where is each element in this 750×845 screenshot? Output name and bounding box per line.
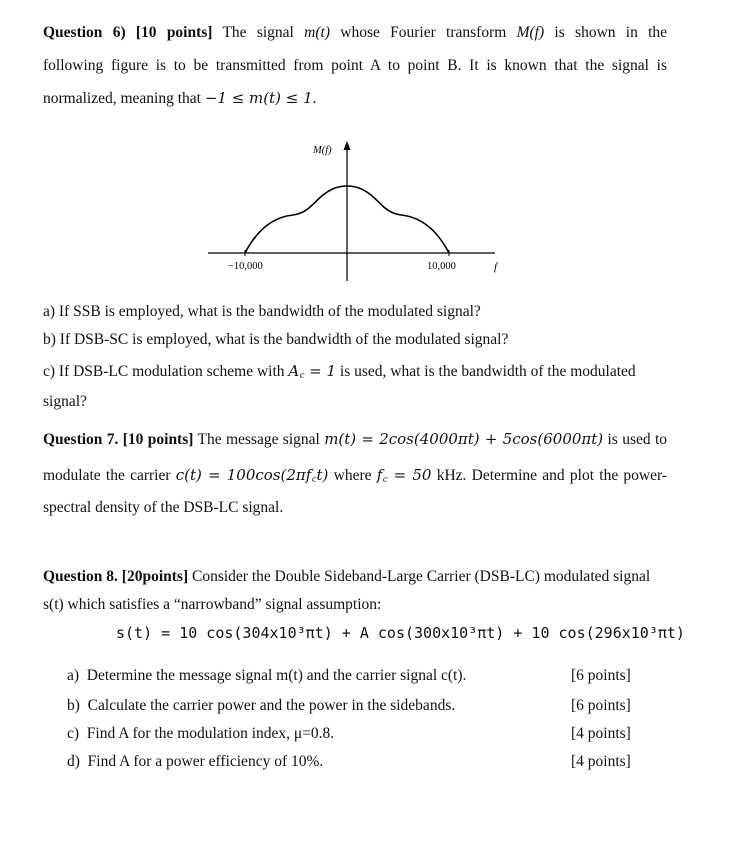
q6-M-f: M(f) <box>516 24 545 41</box>
m-axis-arrow <box>344 141 351 150</box>
q8-equation: s(t) = 10 cos(304x10³πt) + A cos(300x10³πt) + 10 cos(296x10³πt) <box>116 624 685 642</box>
q6-part-c-cont: signal? <box>43 393 87 410</box>
q8-item-c-points: [4 points] <box>571 725 631 742</box>
q8-item-a-text: Determine the message signal m(t) and the carrier signal c(t). <box>86 667 467 684</box>
q7-label: Question 7. [10 points] <box>43 431 194 448</box>
spectrum-figure <box>195 135 515 285</box>
q8-line-2: s(t) which satisfies a “narrowband” signal assumption: <box>43 596 382 613</box>
q8-item-a <box>67 667 466 685</box>
tick-label-right: 10,000 <box>427 261 456 272</box>
q7-signal: m(t) = 2cos(4000πt) + 5cos(6000πt) <box>324 430 604 448</box>
y-axis-label: M(f) <box>313 145 332 156</box>
q7-text-5: kHz. Determine and plot the power- <box>436 467 668 484</box>
q6-part-c-text-1: c) If DSB-LC modulation scheme with <box>43 363 285 380</box>
q7-line-2 <box>43 465 667 485</box>
q6-text-1: The signal <box>222 24 294 41</box>
q6-part-b: b) If DSB-SC is employed, what is the bandwidth of the modulated signal? <box>43 331 509 348</box>
q8-item-b-text: Calculate the carrier power and the power in the sidebands. <box>87 697 456 714</box>
q8-item-a-points: [6 points] <box>571 667 631 684</box>
q8-item-c <box>67 725 334 743</box>
q7-fc: f꜀ = 50 <box>376 466 432 484</box>
q8-item-b <box>67 697 455 715</box>
q6-part-a: a) If SSB is employed, what is the bandwidth of the modulated signal? <box>43 303 481 320</box>
q7-text-2: is used to <box>607 431 668 448</box>
q7-text-1: The message signal <box>197 431 320 448</box>
q8-line-1 <box>43 568 650 586</box>
q8-item-d-points: [4 points] <box>571 753 631 770</box>
q7-text-4: where <box>333 467 372 484</box>
q8-item-d <box>67 753 323 771</box>
q6-ac-eq: A꜀ = 1 <box>288 362 337 380</box>
q6-label: Question 6) [10 points] <box>43 24 213 41</box>
q8-label: Question 8. [20points] <box>43 568 189 585</box>
q8-item-d-letter: d) <box>67 753 80 770</box>
tick-label-left: −10,000 <box>228 261 263 272</box>
q6-period: . <box>312 90 317 107</box>
q8-item-b-points: [6 points] <box>571 697 631 714</box>
q6-line-2: following figure is to be transmitted from point A to point B. It is known that the signal is <box>43 57 667 74</box>
q6-line-3 <box>43 89 317 108</box>
q8-item-c-letter: c) <box>67 725 80 742</box>
q8-item-d-text: Find A for a power efficiency of 10%. <box>87 753 324 770</box>
q6-text-3: is shown in the <box>554 24 668 41</box>
q6-text-2: whose Fourier transform <box>340 24 507 41</box>
q6-part-c <box>43 361 636 381</box>
q6-line-1 <box>43 24 667 42</box>
q6-text-4: normalized, meaning that <box>43 90 201 107</box>
q7-line-1 <box>43 430 667 449</box>
q6-m-t: m(t) <box>304 24 330 41</box>
x-axis-label: f <box>494 261 498 273</box>
q6-part-c-text-2: is used, what is the bandwidth of the modulated <box>339 363 636 380</box>
q7-text-3: modulate the carrier <box>43 467 171 484</box>
q8-item-c-text: Find A for the modulation index, μ=0.8. <box>86 725 335 742</box>
q7-line-3: spectral density of the DSB-LC signal. <box>43 499 284 516</box>
q8-text-1: Consider the Double Sideband-Large Carrier (DSB-LC) modulated signal <box>192 568 651 585</box>
q8-item-a-letter: a) <box>67 667 80 684</box>
q6-constraint: −1 ≤ m(t) ≤ 1 <box>204 89 313 107</box>
q7-carrier: c(t) = 100cos(2πf꜀t) <box>175 466 329 484</box>
q8-item-b-letter: b) <box>67 697 80 714</box>
